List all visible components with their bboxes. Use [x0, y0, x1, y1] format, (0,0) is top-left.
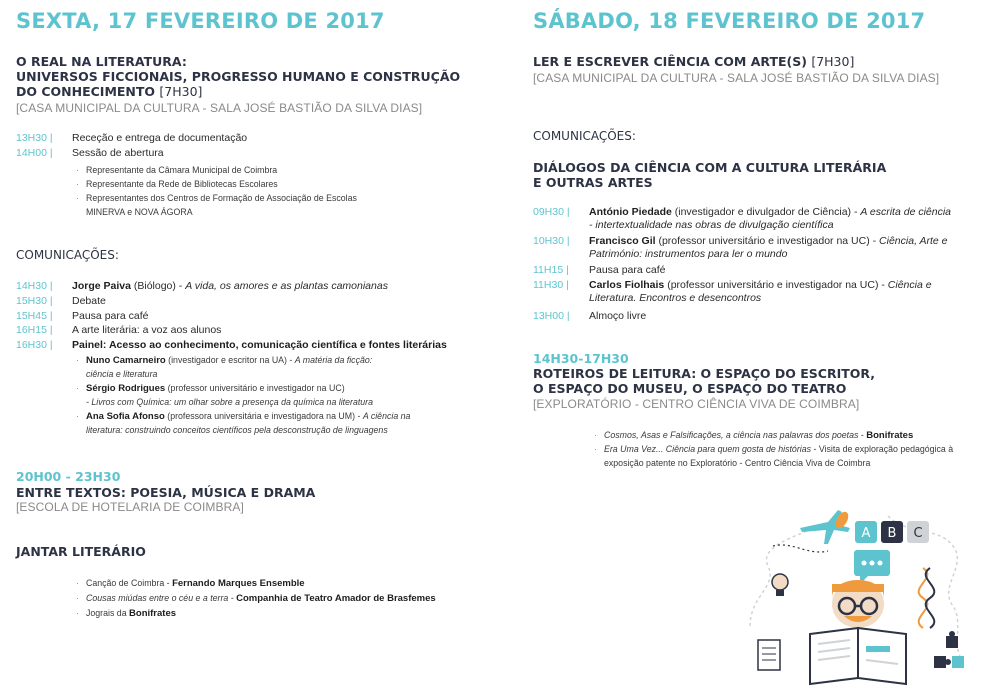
session-time: 14H30-17H30: [533, 351, 629, 366]
list-item: · Ana Sofia Afonso (professora universitária e investigadora na UM) - A ciência na: [76, 411, 411, 422]
speech-bubble-icon: [854, 550, 890, 584]
dinner-list: [76, 576, 496, 621]
comm-row: 13H00 | Almoço livre: [533, 310, 647, 322]
schedule-time: 14H00 |: [16, 147, 53, 159]
panel-title: Painel: Acesso ao conhecimento, comunicação científica e fontes literárias: [72, 339, 447, 351]
session-venue: [CASA MUNICIPAL DA CULTURA - SALA JOSÉ BASTIÃO DA SILVA DIAS]: [16, 101, 423, 115]
list-item: · Canção de Coimbra - Fernando Marques Ensemble: [76, 578, 305, 589]
opening-list: [76, 163, 476, 219]
speaker-name: Carlos Fiolhais: [589, 279, 665, 291]
open-book-icon: [810, 628, 906, 684]
list-item: · Jograis da Bonifrates: [76, 608, 177, 619]
session-venue: [EXPLORATÓRIO - CENTRO CIÊNCIA VIVA DE COIMBRA]: [533, 397, 860, 411]
schedule-time: 13H30 |: [16, 132, 53, 144]
dna-icon: [919, 568, 935, 628]
reader-illustration: [738, 506, 978, 686]
speaker-name: Francisco Gil: [589, 235, 656, 247]
list-item: · Nuno Camarneiro (investigador e escritor na UA) - A matéria da ficção:: [76, 355, 373, 366]
session-time: 20H00 - 23H30: [16, 469, 121, 484]
comm-row: 16H30 | Painel: Acesso ao conhecimento, comunicação científica e fontes literárias: [16, 339, 447, 351]
list-item: · Representantes dos Centros de Formação de Associação de Escolas: [76, 193, 357, 203]
session-venue: [CASA MUNICIPAL DA CULTURA - SALA JOSÉ BASTIÃO DA SILVA DIAS]: [533, 71, 940, 85]
session-venue: [ESCOLA DE HOTELARIA DE COIMBRA]: [16, 500, 244, 514]
list-item: · Representante da Rede de Bibliotecas Escolares: [76, 179, 278, 189]
roteiros-list: [594, 428, 984, 470]
list-item: · Era Uma Vez... Ciência para quem gosta de histórias - Visita de exploração pedagógica à: [594, 444, 954, 454]
list-item: · Cousas miúdas entre o céu e a terra - Companhia de Teatro Amador de Brasfemes: [76, 593, 436, 604]
lightbulb-icon: [772, 574, 788, 596]
session-title-real-literatura: [16, 54, 486, 99]
session-title-line: UNIVERSOS FICCIONAIS, PROGRESSO HUMANO E CONSTRUÇÃO: [16, 69, 461, 84]
comm-row: 11H15 | Pausa para café: [533, 264, 666, 276]
list-item: · Representante da Câmara Municipal de Coimbra: [76, 165, 278, 175]
dinner-title: JANTAR LITERÁRIO: [16, 544, 146, 559]
tile-letter-a: A: [861, 526, 871, 541]
panel-list: [76, 353, 476, 437]
communications-label: COMUNICAÇÕES:: [16, 248, 119, 262]
communications-label: COMUNICAÇÕES:: [533, 129, 636, 143]
comm-row: 10H30 | Francisco Gil (professor universitário e investigador na UC) - Ciência, Arte e Património: instrumentos para ler o mundo: [533, 235, 948, 260]
list-item: · Cosmos, Asas e Falsificações, a ciência nas palavras dos poetas - Bonifrates: [594, 430, 914, 441]
speaker-name: Jorge Paiva: [72, 280, 131, 292]
session-title-line: O REAL NA LITERATURA:: [16, 54, 187, 69]
speaker-name: António Piedade: [589, 206, 672, 218]
session-title-ler-escrever: LER E ESCREVER CIÊNCIA COM ARTE(S) [7H30]: [533, 54, 855, 69]
session-title-entre-textos: ENTRE TEXTOS: POESIA, MÚSICA E DRAMA: [16, 485, 316, 500]
comm-row: 14H30 | Jorge Paiva (Biólogo) - A vida, os amores e as plantas camonianas: [16, 280, 388, 292]
list-item: MINERVA e NOVA ÁGORA: [86, 207, 193, 217]
session-title-roteiros: ROTEIROS DE LEITURA: O ESPAÇO DO ESCRITOR, O ESPAÇO DO MUSEU, O ESPAÇO DO TEATRO: [533, 366, 876, 396]
list-item: literatura: construindo conceitos científicos pela desconstrução de linguagens: [86, 425, 388, 435]
list-item: · Sérgio Rodrigues (professor universitário e investigador na UC): [76, 383, 345, 394]
abc-tiles: [855, 521, 929, 543]
session-title-line: DO CONHECIMENTO: [16, 84, 156, 99]
talk-title: A vida, os amores e as plantas camonianas: [185, 280, 388, 292]
schedule-text: Sessão de abertura: [72, 147, 164, 159]
tile-letter-b: B: [887, 526, 897, 541]
day-heading-saturday: SÁBADO, 18 FEVEREIRO DE 2017: [533, 9, 926, 33]
schedule-row: [16, 147, 486, 160]
comm-row: 15H30 | Debate: [16, 295, 106, 307]
schedule-row: [16, 132, 486, 145]
comm-row: 09H30 | António Piedade (investigador e divulgador de Ciência) - A escrita de ciência - intertextualidade nas obras de divulgação científica: [533, 206, 952, 231]
tile-letter-c: C: [913, 526, 923, 541]
puzzle-icon: [934, 631, 964, 668]
session-time: [7H30]: [159, 84, 203, 99]
list-item: exposição patente no Exploratório - Centro Ciência Viva de Coimbra: [604, 458, 871, 468]
session-time: [7H30]: [811, 54, 855, 69]
comm-row: 16H15 | A arte literária: a voz aos alunos: [16, 324, 222, 336]
schedule-text: Receção e entrega de documentação: [72, 132, 248, 144]
comm-row: 11H30 | Carlos Fiolhais (professor universitário e investigador na UC) - Ciência e Literatura. Encontros e desencontros: [533, 279, 932, 304]
comm-row: 15H45 | Pausa para café: [16, 310, 149, 322]
day-heading-friday: SEXTA, 17 FEVEREIRO DE 2017: [16, 9, 385, 33]
list-item: - Livros com Química: um olhar sobre a presença da química na literatura: [86, 397, 374, 407]
theme-title: DIÁLOGOS DA CIÊNCIA COM A CULTURA LITERÁRIA E OUTRAS ARTES: [533, 160, 887, 190]
document-icon: [758, 640, 780, 670]
list-item: ciência e literatura: [86, 369, 158, 379]
